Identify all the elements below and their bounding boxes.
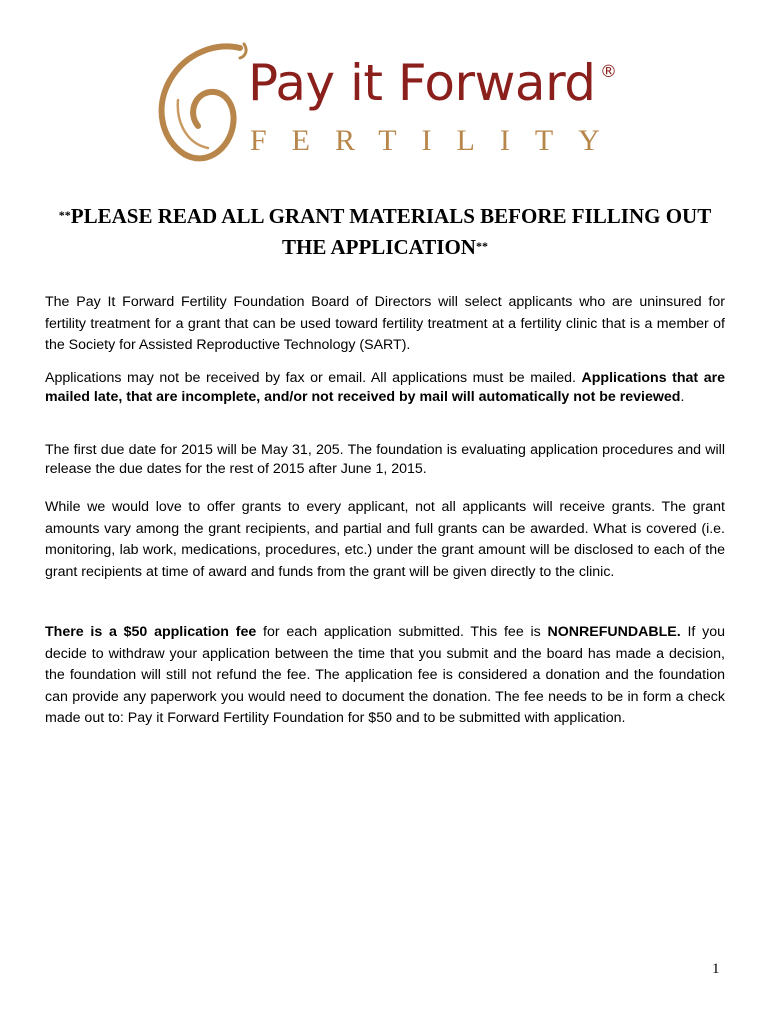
paragraph-due-date: The first due date for 2015 will be May 31, 205. The foundation is evaluating application procedures and will release the due dates for the rest of 2015 after June 1, 2015. <box>45 442 725 477</box>
title-line-1: PLEASE READ ALL GRANT MATERIALS BEFORE FILLING OUT <box>70 204 712 228</box>
paragraph-board-selection: The Pay It Forward Fertility Foundation Board of Directors will select applicants who are uninsured for fertility treatment for a grant that can be used toward fertility treatment at a fertility clinic that is a member of the Society for Assisted Reproductive Technology (SART). <box>45 294 725 353</box>
title-suffix: ** <box>475 239 488 253</box>
fee-amount: There is a $50 application fee <box>45 624 257 640</box>
logo-subtitle: FERTILITY <box>250 124 625 157</box>
title-prefix: ** <box>58 208 71 222</box>
logo-title: Pay it Forward <box>248 54 596 112</box>
page-number: 1 <box>712 961 720 977</box>
paragraph-mailing <box>45 369 725 406</box>
page-title <box>40 200 730 262</box>
fee-text-2: If you decide to withdraw your application between the time that you submit and the board has made a decision, the foundation will still not refund the fee. The application fee is considered a donation and the foundation can provide any paperwork you would need to document the donation. The fee needs to be in form a check made out to: Pay it Forward Fertility Foundation for $50 and to be submitted with application. <box>45 624 725 726</box>
mailing-warning: Applications that are mailed late, that are incomplete, and/or not received by mail will automatically not be reviewed <box>45 370 725 405</box>
swirl-logo-icon <box>148 40 258 170</box>
fee-text-1: for each application submitted. This fee is <box>256 624 548 640</box>
nonrefundable-label: NONREFUNDABLE. <box>547 624 681 640</box>
mailing-text: Applications may not be received by fax or email. All applications must be mailed. <box>45 370 582 386</box>
title-line-2: THE APPLICATION <box>282 235 476 259</box>
paragraph-grant-amounts: While we would love to offer grants to every applicant, not all applicants will receive grants. The grant amounts vary among the grant recipients, and partial and full grants can be awarded. What is covered (i.e. monitoring, lab work, medications, procedures, etc.) under the grant amount will be disclosed to each of the grant recipients at time of award and funds from the grant will be given directly to the clinic. <box>45 499 725 580</box>
mailing-end: . <box>680 388 685 405</box>
pay-it-forward-logo <box>148 40 625 170</box>
paragraph-application-fee <box>45 622 725 730</box>
registered-mark: ® <box>600 62 617 82</box>
